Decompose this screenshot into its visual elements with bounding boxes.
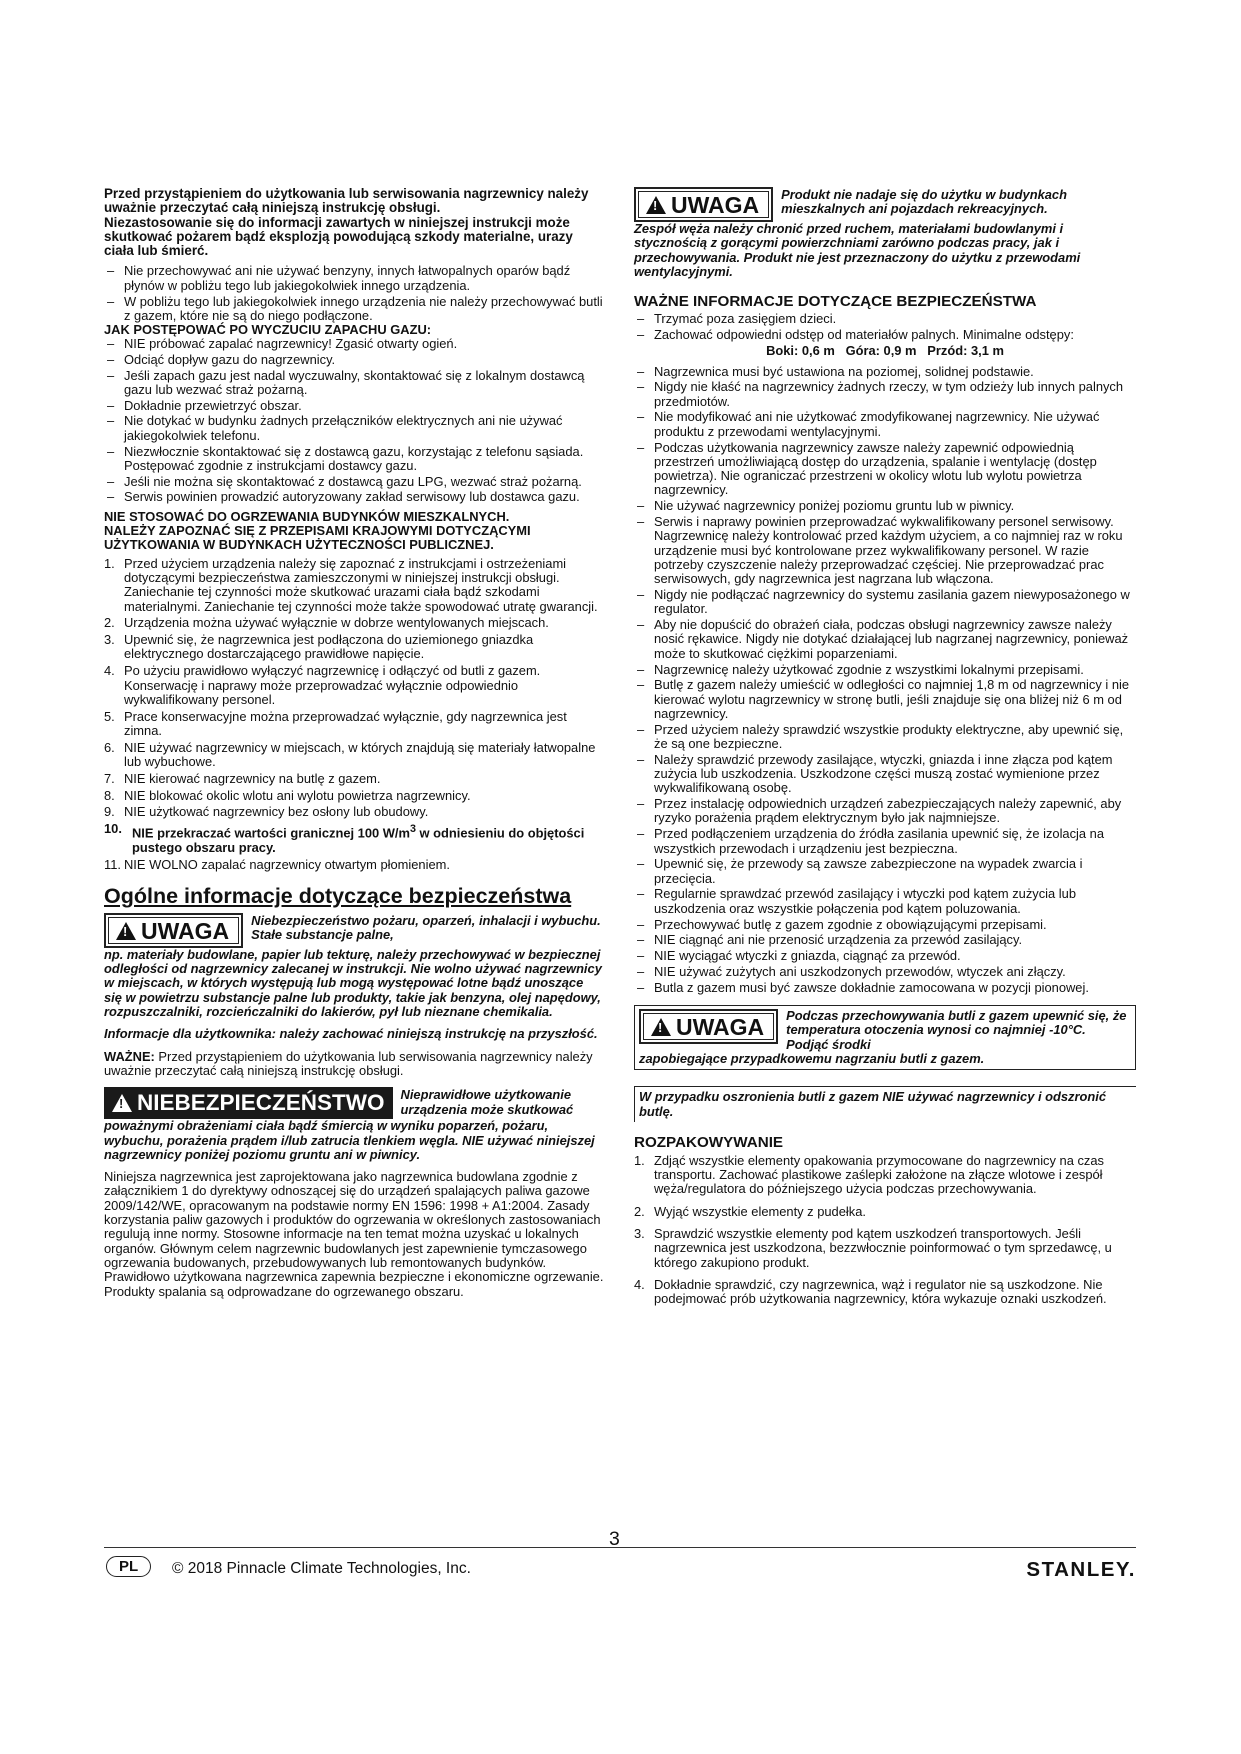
item-number: 4. — [634, 1276, 645, 1292]
caution-fire-block — [104, 913, 604, 948]
list-item — [104, 664, 604, 707]
safety-info-heading: WAŻNE INFORMACJE DOTYCZĄCE BEZPIECZEŃSTWA — [634, 293, 1037, 311]
danger-label-text: NIEBEZPIECZEŃSTWO — [137, 1090, 385, 1116]
item-text: NIE użytkować nagrzewnicy bez osłony lub obudowy. — [124, 804, 429, 820]
copyright: © 2018 Pinnacle Climate Technologies, Inc. — [172, 1560, 471, 1577]
brand-logo: STANLEY. — [1026, 1558, 1136, 1581]
list-item: – NIE używać zużytych ani uszkodzonych przewodów, wtyczek ani złączy. — [634, 965, 1136, 979]
caution-fire-body: np. materiały budowlane, papier lub tekturę, należy przechowywać w bezpiecznej odległości od nagrzewnicy zalecanej w instrukcji. Nie wolno używać nagrzewnicy w miejscach, w których występują lub mogą występować lotne bądź unoszące się w powietrzu substancje palne lub produkty, takie jak benzyna, olej napędowy, rozpuszczalniki, rozcieńczalniki do lakierów, pył lub nieznane chemikalia. — [104, 946, 602, 1020]
list-item: – Zachować odpowiedni odstęp od materiałów palnych. Minimalne odstępy: — [634, 328, 1136, 342]
list-item: – Trzymać poza zasięgiem dzieci. — [634, 312, 1136, 326]
list-item — [104, 789, 604, 803]
frost-note: W przypadku oszronienia butli z gazem NIE używać nagrzewnicy i odszronić butlę. — [634, 1086, 1136, 1122]
item-text: NIE przekraczać wartości granicznej 100 W/m — [132, 825, 410, 841]
list-item — [634, 1278, 1136, 1307]
danger-body: poważnymi obrażeniami ciała bądź śmiercią w wyniku poparzeń, pożaru, wybuchu, porażenia prądem i/lub zatrucia tlenkiem węgla. NIE używać niniejszej nagrzewnicy poniżej poziomu gruntu ani w piwnicy. — [104, 1118, 595, 1162]
list-item: – Nigdy nie kłaść na nagrzewnicy żadnych rzeczy, w tym odzieży lub innych palnych przedmiotów. — [634, 380, 1136, 409]
caution-storage-body: zapobiegające przypadkowemu nagrzaniu butli z gazem. — [639, 1050, 985, 1066]
language-badge: PL — [106, 1556, 151, 1577]
list-item — [104, 772, 604, 786]
item-text: NIE WOLNO zapalać nagrzewnicy otwartym płomieniem. — [124, 856, 450, 872]
item-text: Urządzenia można używać wyłącznie w dobrze wentylowanych miejscach. — [124, 615, 549, 631]
item-number: 10. — [104, 821, 122, 837]
list-item: – Serwis i naprawy powinien przeprowadzać wykwalifikowany personel serwisowy. Nagrzewnicę należy kontrolować przed każdym użyciem, a co najmniej raz w roku urządzenie musi być kontrolowane przez wykwalifikowany personel. W razie potrzeby czyszczenie należy przeprowadzać częściej. Nie przeprowadzać prac serwisowych, gdy nagrzewnica jest nagrzana lub włączona. — [634, 515, 1136, 586]
general-safety-heading: Ogólne informacje dotyczące bezpieczeństwa — [104, 883, 572, 908]
caution-residential-side: Produkt nie nadaje się do użytku w budynkach mieszkalnych ani pojazdach rekreacyjnych. — [781, 187, 1067, 217]
item-number: 9. — [104, 804, 115, 820]
list-item — [104, 858, 604, 872]
numbered-instructions — [104, 557, 604, 872]
page-footer — [104, 1528, 1136, 1588]
caution-label — [634, 187, 773, 222]
list-item: – Nigdy nie podłączać nagrzewnicy do systemu zasilania gazem niewyposażonego w regulator. — [634, 588, 1136, 617]
item-number: 11. — [104, 856, 121, 872]
caution-residential-body: Zespół węża należy chronić przed ruchem, materiałami budowlanymi i stycznością z gorącymi powierzchniami zarówno podczas pracy, jak i przechowywania. Produkt nie jest przeznaczony do użytku z przewodami wentylacyjnymi. — [634, 221, 1081, 279]
list-item: – Przed podłączeniem urządzenia do źródła zasilania upewnić się, że izolacja na wszystkich przewodach i urządzeniu jest bezpieczna. — [634, 827, 1136, 856]
list-item — [104, 616, 604, 630]
warning-triangle-icon: ! — [651, 1018, 671, 1036]
caution-storage-block — [634, 1005, 1136, 1070]
caution-label-text: UWAGA — [671, 192, 760, 218]
item-number: 2. — [634, 1203, 645, 1219]
no-residential-heading: NIE STOSOWAĆ DO OGRZEWANIA BUDYNKÓW MIESZKALNYCH. — [104, 508, 510, 524]
unpacking-list — [634, 1154, 1136, 1307]
list-item — [104, 805, 604, 819]
list-item — [634, 1205, 1136, 1219]
list-item: – Butla z gazem musi być zawsze dokładnie zamocowana w pozycji pionowej. — [634, 981, 1136, 995]
storage-warnings — [104, 264, 604, 323]
item-text: NIE kierować nagrzewnicy na butlę z gazem. — [124, 770, 381, 786]
item-text: Sprawdzić wszystkie elementy pod kątem uszkodzeń transportowych. Jeśli nagrzewnica jest uszkodzona, bezzwłocznie poinformować o tym sprzedawcę, u którego zakupiono produkt. — [654, 1226, 1112, 1270]
left-column — [104, 187, 604, 1299]
list-item — [104, 710, 604, 739]
item-number: 1. — [104, 555, 115, 571]
item-number: 3. — [634, 1226, 645, 1242]
list-item: – Podczas użytkowania nagrzewnicy zawsze należy zapewnić odpowiednią przestrzeń umożliwiającą dostęp do urządzenia, spalanie i wentylację (dostęp powietrza). Nie ograniczać przestrzeni w okolicy wlotu lub wylotu powietrza nagrzewnicy. — [634, 441, 1136, 498]
list-item — [104, 633, 604, 662]
item-number: 4. — [104, 663, 115, 679]
item-number: 5. — [104, 708, 115, 724]
warning-triangle-icon: ! — [116, 922, 136, 940]
list-item — [634, 1227, 1136, 1270]
list-item: – Należy sprawdzić przewody zasilające, wtyczki, gniazda i inne złącza pod kątem zużycia lub uszkodzenia. Uszkodzone części muszą zostać wymienione przez wykwalifikowaną osobę. — [634, 753, 1136, 796]
item-text: Zdjąć wszystkie elementy opakowania przymocowane do nagrzewnicy na czas transportu. Zachować plastikowe zaślepki założone na złącze wlotowe i zespół węża/regulatora do późniejszego użycia podczas przechowywania. — [654, 1152, 1104, 1197]
caution-label — [639, 1009, 778, 1044]
list-item: – Jeśli nie można się skontaktować z dostawcą gazu LPG, wezwać straż pożarną. — [104, 475, 604, 489]
item-text: Po użyciu prawidłowo wyłączyć nagrzewnicę i odłączyć od butli z gazem. Konserwację i naprawy może przeprowadzać wyłącznie odpowiednio wykwalifikowany personel. — [124, 663, 541, 707]
warning-triangle-icon: ! — [646, 196, 666, 214]
list-item: – Aby nie dopuścić do obrażeń ciała, podczas obsługi nagrzewnicy zawsze należy nosić rękawice. Nigdy nie dotykać działającej lub nagrzanej nagrzewnicy, ponieważ może to skutkować ciężkimi poparzeniami. — [634, 618, 1136, 661]
list-item: – Nagrzewnica musi być ustawiona na poziomej, solidnej podstawie. — [634, 365, 1136, 379]
list-item — [104, 741, 604, 770]
list-item: – W pobliżu tego lub jakiegokolwiek innego urządzenia nie należy przechowywać butli z gazem, które nie są do niego podłączone. — [104, 295, 604, 324]
unpacking-heading: ROZPAKOWYWANIE — [634, 1133, 784, 1151]
construction-heater-paragraph: Niniejsza nagrzewnica jest zaprojektowana jako nagrzewnica budowlana zgodnie z załącznikiem 1 do dyrektywy odnoszącej się do urządzeń spalających paliwa gazowe 2009/142/WE, opracowanym na podstawie normy EN 1596: 1998 + A1:2004. Zasady korzystania paliw gazowych i produktów do ogrzewania w określonych zastosowaniach regulują inne normy. Stosowne informacje na ten temat można uzyskać u lokalnych organów. Głównym celem nagrzewnic budowlanych jest zapewnienie tymczasowego ogrzewania budowanych, przebudowywanych lub remontowanych budynków. Prawidłowo użytkowana nagrzewnica zapewnia bezpieczne i ekonomiczne ogrzewanie. Produkty spalania są odprowadzane do ogrzewanego obszaru. — [104, 1169, 604, 1299]
danger-block — [104, 1087, 604, 1119]
item-number: 8. — [104, 787, 115, 803]
item-number: 3. — [104, 632, 115, 648]
list-item: – Upewnić się, że przewody są zawsze zabezpieczone na wypadek zwarcia i przecięcia. — [634, 857, 1136, 886]
caution-storage-side: Podczas przechowywania butli z gazem upewnić się, że temperatura otoczenia wynosi co najmniej -10°C. Podjąć środki — [786, 1008, 1127, 1052]
item-text: Wyjąć wszystkie elementy z pudełka. — [654, 1203, 866, 1219]
important-note — [104, 1050, 604, 1079]
list-item: – NIE próbować zapalać nagrzewnicy! Zgasić otwarty ogień. — [104, 337, 604, 351]
list-item: – Przez instalację odpowiednich urządzeń zabezpieczających należy zapewnić, aby ryzyko porażenia prądem elektrycznym było jak najmniejsze. — [634, 797, 1136, 826]
regulations-heading: NALEŻY ZAPOZNAĆ SIĘ Z PRZEPISAMI KRAJOWYMI DOTYCZĄCYMI UŻYTKOWANIA W BUDYNKACH UŻYTECZNOŚCI PUBLICZNEJ. — [104, 523, 531, 553]
important-label: WAŻNE: — [104, 1048, 155, 1064]
item-text: Prace konserwacyjne można przeprowadzać wyłącznie, gdy nagrzewnica jest zimna. — [124, 708, 567, 738]
list-item: – Regularnie sprawdzać przewód zasilający i wtyczki pod kątem zużycia lub uszkodzenia oraz wszystkie połączenia pod kątem poluzowania. — [634, 887, 1136, 916]
item-number: 6. — [104, 739, 115, 755]
list-item: – Nie modyfikować ani nie użytkować zmodyfikowanej nagrzewnicy. Nie używać produktu z przewodami wentylacyjnymi. — [634, 410, 1136, 439]
clearance-values: Boki: 0,6 m Góra: 0,9 m Przód: 3,1 m — [766, 343, 1004, 359]
item-number: 2. — [104, 615, 115, 631]
list-item — [104, 557, 604, 614]
right-column — [634, 187, 1136, 1309]
item-text: Upewnić się, że nagrzewnica jest podłączona do uziemionego gniazdka elektrycznego dostarczającego prawidłowe napięcie. — [124, 632, 534, 662]
item-text: NIE blokować okolic wlotu ani wylotu powietrza nagrzewnicy. — [124, 787, 471, 803]
list-item: – NIE wyciągać wtyczki z gniazda, ciągnąć za przewód. — [634, 949, 1136, 963]
caution-label-text: UWAGA — [676, 1014, 765, 1041]
list-item: – Odciąć dopływ gazu do nagrzewnicy. — [104, 353, 604, 367]
list-item-power-limit — [104, 822, 604, 855]
danger-side: Nieprawidłowe użytkowanie urządzenia może skutkować — [400, 1087, 574, 1117]
item-text-cont: w odniesieniu do objętości pustego obszaru pracy. — [132, 825, 585, 855]
danger-triangle-icon: ! — [112, 1094, 132, 1112]
intro-warning: Niezastosowanie się do informacji zawartych w niniejszej instrukcji może skutkować pożarem bądź eksplozją powodującą szkody materialne, urazy ciała lub śmierć. — [104, 214, 573, 259]
list-item: – Nie dotykać w budynku żadnych przełączników elektrycznych ani nie używać jakiegokolwiek telefonu. — [104, 414, 604, 443]
list-item: – Przed użyciem należy sprawdzić wszystkie produkty elektryczne, aby upewnić się, że są one bezpieczne. — [634, 723, 1136, 752]
item-number: 1. — [634, 1152, 645, 1168]
gas-smell-heading: JAK POSTĘPOWAĆ PO WYCZUCIU ZAPACHU GAZU: — [104, 321, 432, 337]
page-number: 3 — [609, 1528, 620, 1550]
intro-read-manual: Przed przystąpieniem do użytkowania lub serwisowania nagrzewnicy należy uważnie przeczytać całą niniejszą instrukcję obsługi. — [104, 186, 589, 216]
safety-list-a — [634, 312, 1136, 342]
important-text: Przed przystąpieniem do użytkowania lub serwisowania nagrzewnicy należy uważnie przeczytać całą niniejszą instrukcję obsługi. — [104, 1048, 593, 1078]
list-item: – Jeśli zapach gazu jest nadal wyczuwalny, skontaktować się z lokalnym dostawcą gazu lub wezwać straż pożarną. — [104, 369, 604, 398]
safety-list-b — [634, 365, 1136, 995]
list-item: – Butlę z gazem należy umieścić w odległości co najmniej 1,8 m od nagrzewnicy i nie kierować wylotu nagrzewnicy w stronę butli, jeśli znajduje się ona bliżej niż 6 m od nagrzewnicy. — [634, 678, 1136, 721]
caution-residential-block — [634, 187, 1136, 222]
list-item: – NIE ciągnąć ani nie przenosić urządzenia za przewód zasilający. — [634, 933, 1136, 947]
gas-smell-list — [104, 337, 604, 505]
list-item: – Nie używać nagrzewnicy poniżej poziomu gruntu lub w piwnicy. — [634, 499, 1136, 513]
item-text: Przed użyciem urządzenia należy się zapoznać z instrukcjami i ostrzeżeniami dotyczącymi bezpieczeństwa zamieszczonymi w niniejszej instrukcji obsługi. Zaniechanie tej czynności może skutkować urazami ciała bądź szkodami materialnymi. Zaniechanie tej czynności może także spowodować utratę gwarancji. — [124, 555, 598, 614]
caution-storage-row — [639, 1009, 1131, 1052]
list-item: – Niezwłocznie skontaktować się z dostawcą gazu, korzystając z telefonu sąsiada. Postępować zgodnie z instrukcjami dostawcy gazu. — [104, 445, 604, 474]
list-item: – Serwis powinien prowadzić autoryzowany zakład serwisowy lub dostawca gazu. — [104, 490, 604, 504]
user-info-note: Informacje dla użytkownika: należy zachować niniejszą instrukcję na przyszłość. — [104, 1026, 598, 1042]
list-item: – Nie przechowywać ani nie używać benzyny, innych łatwopalnych oparów bądź płynów w pobliżu tego lub jakiegokolwiek innego urządzenia. — [104, 264, 604, 293]
item-number: 7. — [104, 770, 115, 786]
superscript: 3 — [409, 823, 416, 836]
item-text: Dokładnie sprawdzić, czy nagrzewnica, wąż i regulator nie są uszkodzone. Nie podejmować prób użytkowania nagrzewnicy, która wykazuje oznaki uszkodzeń. — [654, 1276, 1107, 1307]
list-item: – Przechowywać butlę z gazem zgodnie z obowiązującymi przepisami. — [634, 918, 1136, 932]
item-text: NIE używać nagrzewnicy w miejscach, w których znajdują się materiały łatwopalne lub wybuchowe. — [124, 739, 596, 769]
list-item: – Dokładnie przewietrzyć obszar. — [104, 399, 604, 413]
caution-label — [104, 913, 243, 948]
list-item — [634, 1154, 1136, 1197]
danger-label — [104, 1087, 393, 1119]
list-item: – Nagrzewnicę należy użytkować zgodnie z wszystkimi lokalnymi przepisami. — [634, 663, 1136, 677]
caution-label-text: UWAGA — [141, 917, 230, 944]
caution-fire-side: Niebezpieczeństwo pożaru, oparzeń, inhalacji i wybuchu. Stałe substancje palne, — [251, 912, 601, 943]
